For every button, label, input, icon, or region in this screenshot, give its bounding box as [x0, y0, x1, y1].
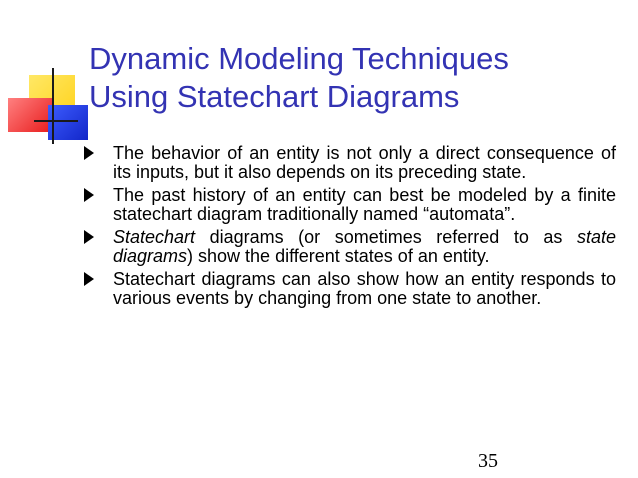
bullet-arrow-icon	[84, 272, 94, 286]
bullet-arrow-icon	[84, 188, 94, 202]
bullet-text-part: ) show the different states of an entity.	[187, 246, 490, 266]
bullet-list	[84, 144, 616, 312]
bullet-text-part: diagrams (or sometimes referred to as	[195, 227, 577, 247]
bullet-text: The behavior of an entity is not only a direct consequence of its inputs, but it also depends on its preceding state.	[113, 143, 616, 182]
decor-red-square	[8, 98, 52, 132]
bullet-item	[84, 228, 616, 266]
bullet-arrow-icon	[84, 230, 94, 244]
bullet-arrow-icon	[84, 146, 94, 160]
page-number: 35	[478, 450, 498, 472]
title-line-1: Dynamic Modeling Techniques	[89, 41, 509, 76]
decor-horizontal-line	[34, 120, 78, 122]
bullet-text: Statechart diagrams can also show how an entity responds to various events by changing from one state to another.	[113, 269, 616, 308]
slide-title	[89, 40, 619, 116]
bullet-text	[113, 227, 616, 266]
bullet-text: The past history of an entity can best be modeled by a finite statechart diagram traditionally named “automata”.	[113, 185, 616, 224]
bullet-item	[84, 186, 616, 224]
decor-blue-square	[48, 105, 88, 140]
bullet-item	[84, 270, 616, 308]
emphasis-statechart: Statechart	[113, 227, 196, 247]
title-line-2: Using Statechart Diagrams	[89, 79, 460, 114]
bullet-item	[84, 144, 616, 182]
emphasis-state-diagrams: state diagrams	[113, 227, 616, 266]
decor-vertical-line	[52, 68, 54, 144]
